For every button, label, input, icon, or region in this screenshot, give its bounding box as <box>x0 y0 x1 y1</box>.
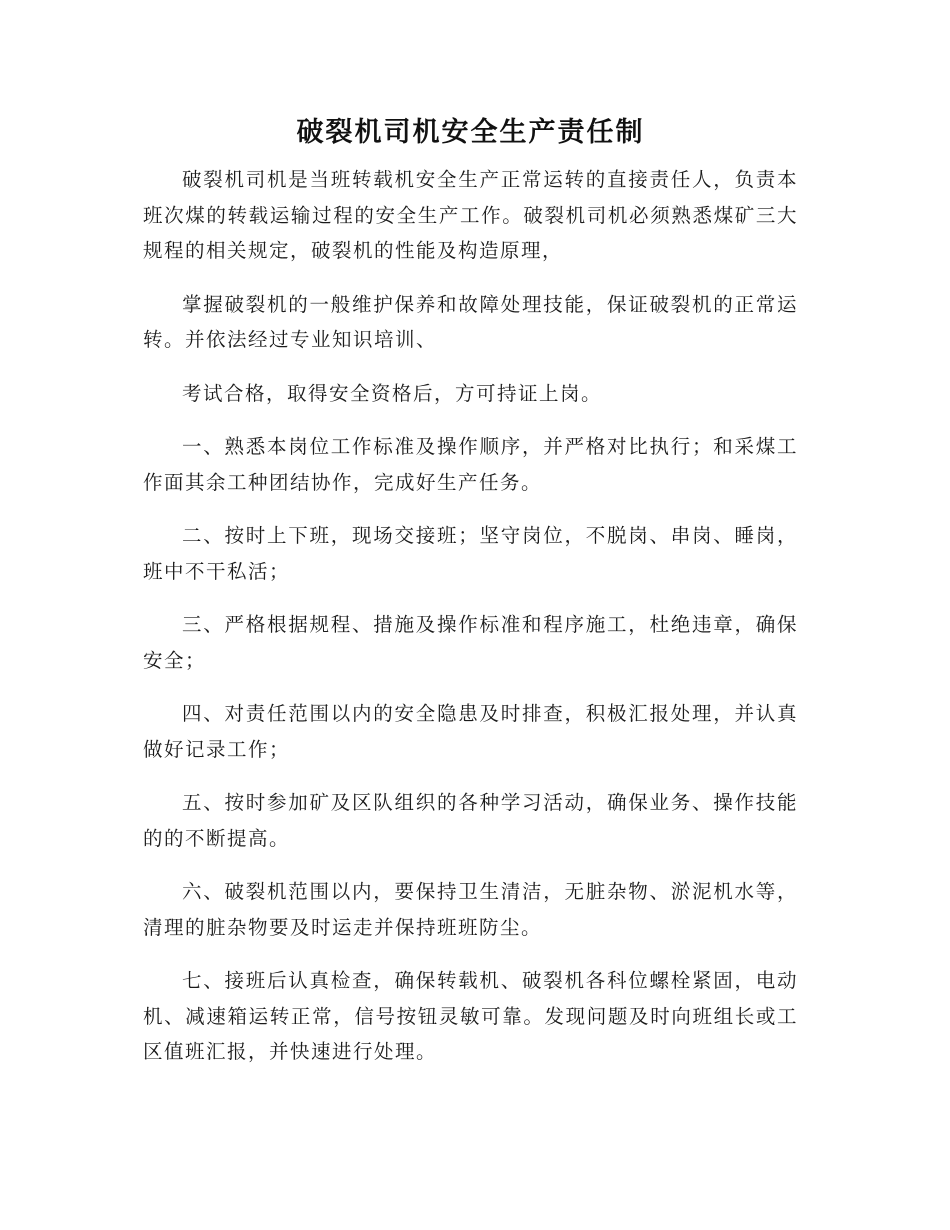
intro-paragraph: 破裂机司机是当班转载机安全生产正常运转的直接责任人，负责本班次煤的转载运输过程的安全生产工作。破裂机司机必须熟悉煤矿三大规程的相关规定，破裂机的性能及构造原理， <box>143 168 798 262</box>
rule-3-paragraph: 三、严格根据规程、措施及操作标准和程序施工，杜绝违章，确保安全； <box>143 613 798 672</box>
rule-5-paragraph: 五、按时参加矿及区队组织的各种学习活动，确保业务、操作技能的的不断提高。 <box>143 791 798 850</box>
document-body <box>143 110 798 1070</box>
maintenance-paragraph: 掌握破裂机的一般维护保养和故障处理技能，保证破裂机的正常运转。并依法经过专业知识培训、 <box>143 292 798 351</box>
rule-1-paragraph: 一、熟悉本岗位工作标准及操作顺序，并严格对比执行；和采煤工作面其余工种团结协作，完成好生产任务。 <box>143 435 798 494</box>
rule-2-paragraph: 二、按时上下班，现场交接班；坚守岗位，不脱岗、串岗、睡岗，班中不干私活； <box>143 524 798 583</box>
rule-7-paragraph: 七、接班后认真检查，确保转载机、破裂机各科位螺栓紧固，电动机、减速箱运转正常，信号按钮灵敏可靠。发现问题及时向班组长或工区值班汇报，并快速进行处理。 <box>143 969 798 1063</box>
rule-6-paragraph: 六、破裂机范围以内，要保持卫生清洁，无脏杂物、淤泥机水等，清理的脏杂物要及时运走并保持班班防尘。 <box>143 880 798 939</box>
document-title: 破裂机司机安全生产责任制 <box>296 117 645 148</box>
certification-paragraph: 考试合格，取得安全资格后，方可持证上岗。 <box>182 381 603 405</box>
rule-4-paragraph: 四、对责任范围以内的安全隐患及时排查，积极汇报处理，并认真做好记录工作； <box>143 702 798 761</box>
